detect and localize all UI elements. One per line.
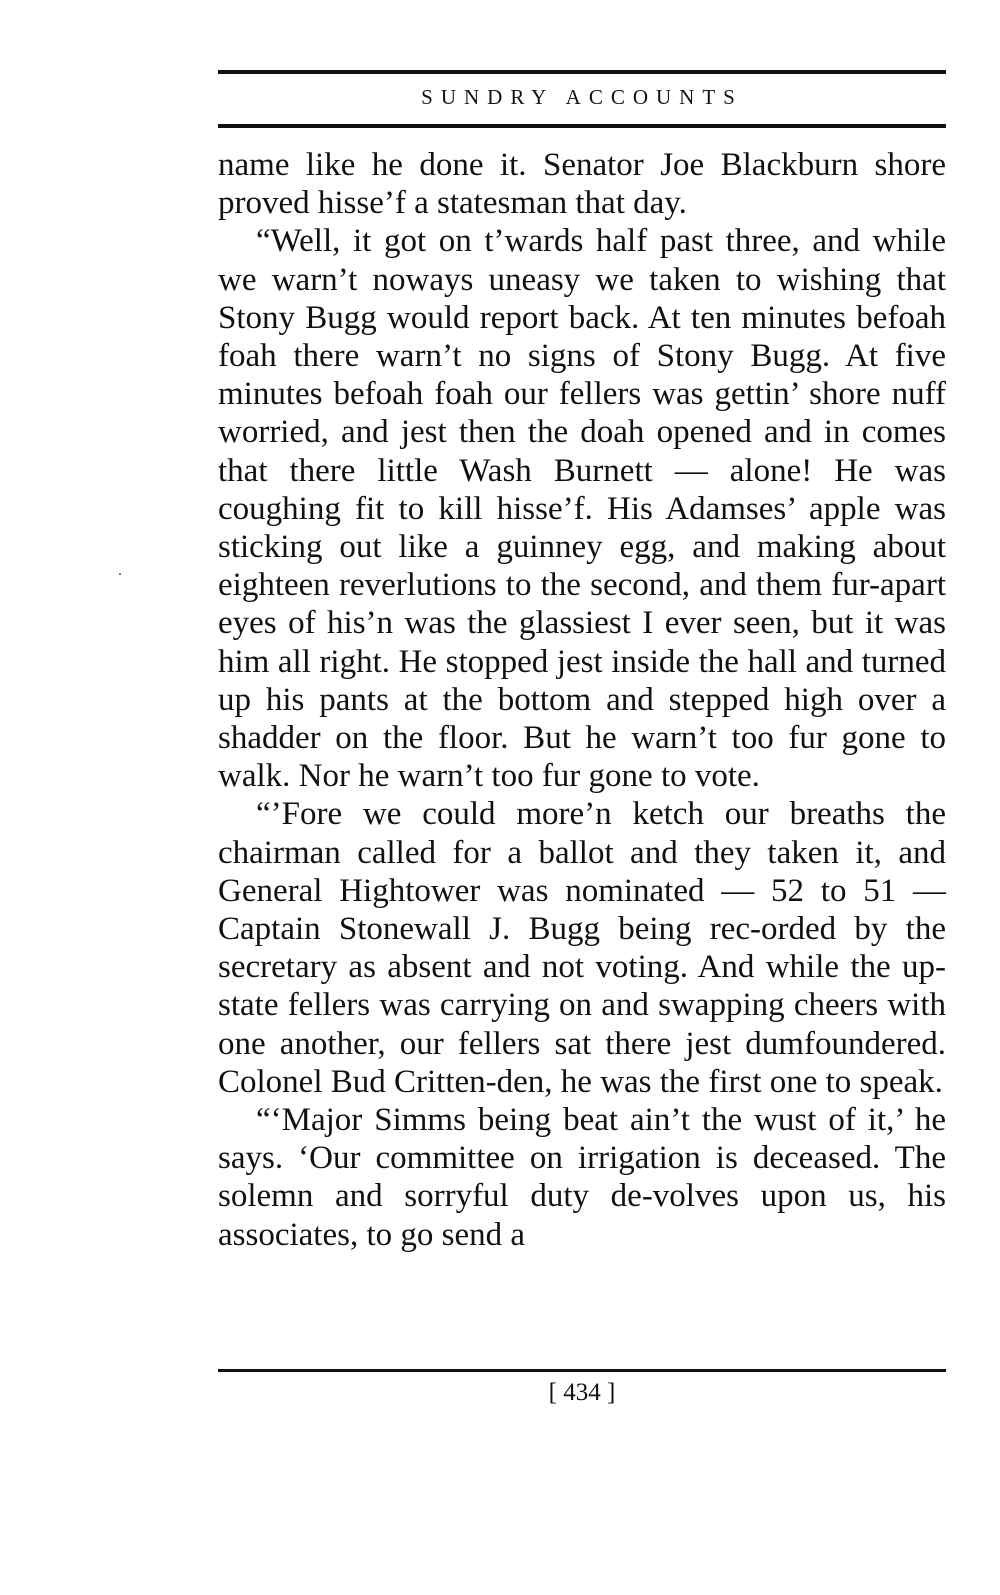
paragraph: “Well, it got on t’wards half past three, and while we warn’t noways uneasy we taken to wishing that Stony Bugg would report back. At ten minutes befoah foah there warn’t no signs of Stony Bugg. At five minutes befoah foah our fellers was gettin’ shore nuff worried, and jest then the doah opened and in comes that there little Wash Burnett — alone! He was coughing fit to kill hisse’f. His Adamses’ apple was sticking out like a guinney egg, and making about eighteen reverlutions to the second, and them fur-apart eyes of his’n was the glassiest I ever seen, but it was him all right. He stopped jest inside the hall and turned up his pants at the bottom and stepped high over a shadder on the floor. But he warn’t too fur gone to walk. Nor he warn’t too fur gone to vote. [218, 223, 946, 795]
paragraph-continuation: name like he done it. Senator Joe Blackburn shore proved hisse’f a statesman that day. [218, 147, 946, 222]
page-number: [ 434 ] [548, 1379, 616, 1406]
paragraph: “‘Major Simms being beat ain’t the wust of it,’ he says. ‘Our committee on irrigation is deceased. The solemn and sorryful duty de-volves upon us, his associates, to go send a [218, 1102, 946, 1253]
footer-rule [218, 1369, 946, 1372]
header-rule-top [218, 70, 946, 74]
header-rule-bottom [218, 124, 946, 128]
scan-speck [119, 573, 121, 575]
paragraph: “’Fore we could more’n ketch our breaths the chairman called for a ballot and they taken it, and General Hightower was nominated — 52 to 51 — Captain Stonewall J. Bugg being rec-orded by the secretary as absent and not voting. And while the up-state fellers was carrying on and swapping cheers with one another, our fellers sat there jest dumfoundered. Colonel Bud Critten-den, he was the first one to speak. [218, 796, 946, 1100]
running-title: SUNDRY ACCOUNTS [421, 85, 743, 109]
body-text [218, 146, 946, 1254]
